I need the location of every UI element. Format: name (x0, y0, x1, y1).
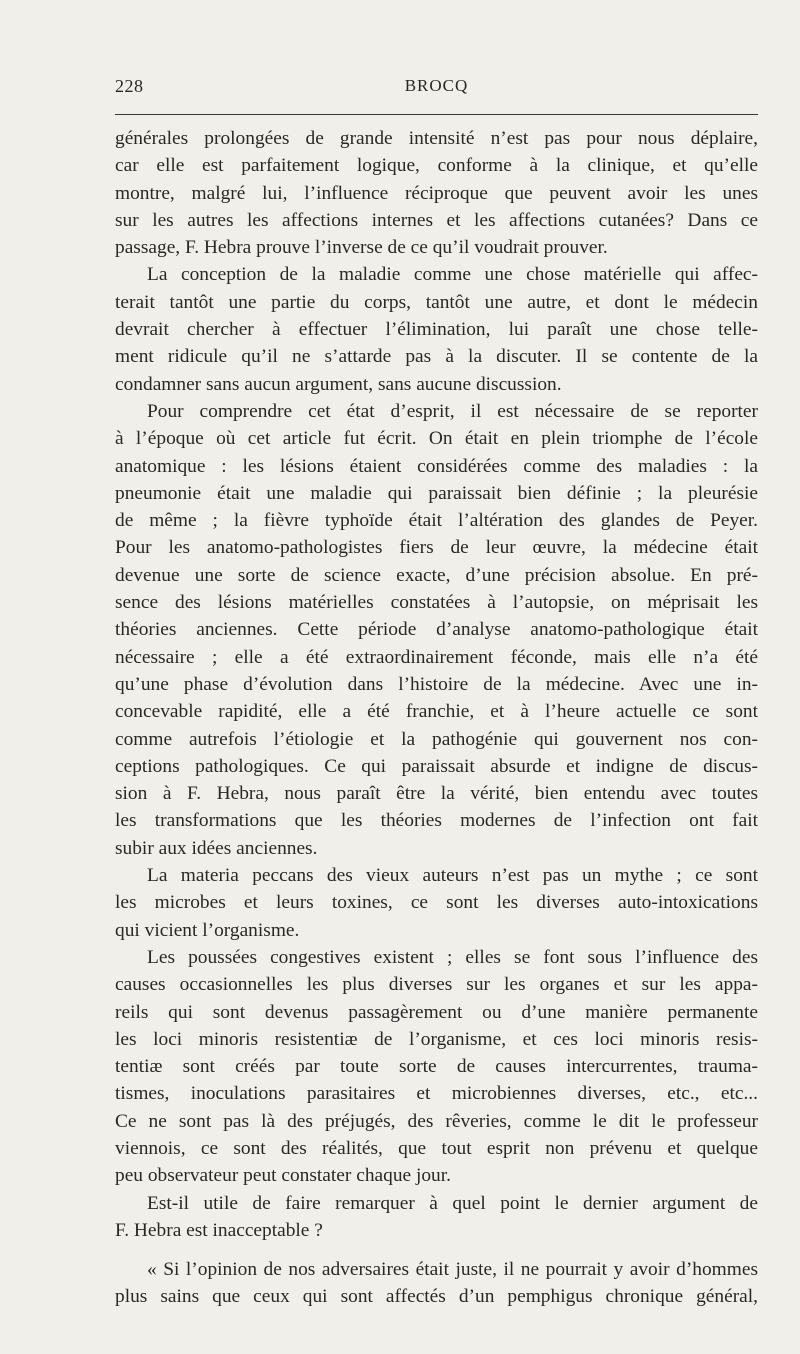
text-line: viennois, ce sont des réalités, que tout esprit non prévenu et quelque (115, 1137, 758, 1159)
text-line: Pour les anatomo-pathologistes fiers de leur œuvre, la médecine était (115, 537, 758, 559)
text-line: sur les autres les affections internes et les affections cutanées? Dans ce (115, 209, 758, 231)
text-line: peu observateur peut constater chaque jour. (115, 1165, 451, 1187)
text-line: subir aux idées anciennes. (115, 837, 318, 859)
text-line: comme autrefois l’étiologie et la pathogénie qui gouvernent nos con- (115, 728, 758, 750)
text-line: montre, malgré lui, l’influence réciproque que peuvent avoir les unes (115, 182, 758, 204)
text-line: La materia peccans des vieux auteurs n’est pas un mythe ; ce sont (147, 865, 758, 887)
text-line: condamner sans aucun argument, sans aucune discussion. (115, 373, 562, 395)
quote-line: plus sains que ceux qui sont affectés d’un pemphigus chronique général, (115, 1286, 758, 1308)
text-line: générales prolongées de grande intensité n’est pas pour nous déplaire, (115, 128, 758, 149)
text-line: qui vicient l’organisme. (115, 919, 300, 941)
text-line: car elle est parfaitement logique, conforme à la clinique, et qu’elle (115, 155, 758, 177)
text-line: ceptions pathologiques. Ce qui paraissait absurde et indigne de discus- (115, 755, 758, 777)
body-text (115, 125, 758, 1311)
text-line: tismes, inoculations parasitaires et microbiennes diverses, etc., etc... (115, 1083, 758, 1105)
text-line: terait tantôt une partie du corps, tantôt une autre, et dont le médecin (115, 291, 758, 313)
text-line: théories anciennes. Cette période d’analyse anatomo-pathologique était (115, 619, 758, 641)
text-line: Est-il utile de faire remarquer à quel point le dernier argument de (147, 1192, 758, 1214)
text-line: ment ridicule qu’il ne s’attarde pas à la discuter. Il se contente de la (115, 346, 758, 368)
text-line: devenue une sorte de science exacte, d’une précision absolue. En pré- (115, 564, 758, 586)
text-line: reils qui sont devenus passagèrement ou d’une manière permanente (115, 1001, 758, 1023)
text-line: La conception de la maladie comme une chose matérielle qui affec- (147, 264, 758, 286)
text-line: les loci minoris resistentiæ de l’organisme, et ces loci minoris resis- (115, 1028, 758, 1050)
text-line: qu’une phase d’évolution dans l’histoire de la médecine. Avec une in- (115, 673, 758, 695)
quote-line: « Si l’opinion de nos adversaires était juste, il ne pourrait y avoir d’hommes (147, 1259, 758, 1281)
text-line: nécessaire ; elle a été extraordinairement féconde, mais elle n’a été (115, 646, 758, 668)
text-line: pneumonie était une maladie qui paraissait bien définie ; la pleurésie (115, 482, 758, 504)
text-line: causes occasionnelles les plus diverses sur les organes et sur les appa- (115, 974, 758, 996)
text-line: tentiæ sont créés par toute sorte de causes intercurrentes, trauma- (115, 1056, 758, 1078)
text-line: Les poussées congestives existent ; elles se font sous l’influence des (147, 946, 758, 968)
text-line: les microbes et leurs toxines, ce sont les diverses auto-intoxications (115, 892, 758, 914)
page-number: 228 (115, 76, 144, 96)
text-line: passage, F. Hebra prouve l’inverse de ce qu’il voudrait prouver. (115, 237, 608, 259)
text-line: Pour comprendre cet état d’esprit, il est nécessaire de se reporter (147, 400, 758, 422)
text-line: anatomique : les lésions étaient considérées comme des maladies : la (115, 455, 758, 477)
header-rule (115, 114, 758, 115)
text-line: sence des lésions matérielles constatées à l’autopsie, on méprisait les (115, 592, 758, 614)
text-line: concevable rapidité, elle a été franchie, et à l’heure actuelle ce sont (115, 701, 758, 723)
running-head (115, 76, 758, 102)
paragraph-gap (115, 1244, 758, 1256)
text-line: Ce ne sont pas là des préjugés, des rêveries, comme le dit le professeur (115, 1110, 758, 1132)
text-line: F. Hebra est inacceptable ? (115, 1219, 323, 1241)
running-head-author: BROCQ (404, 76, 469, 95)
text-line: les transformations que les théories modernes de l’infection ont fait (115, 810, 758, 832)
text-line: devrait chercher à effectuer l’élimination, lui paraît une chose telle- (115, 319, 758, 341)
text-line: sion à F. Hebra, nous paraît être la vérité, bien entendu avec toutes (115, 783, 758, 805)
text-line: à l’époque où cet article fut écrit. On était en plein triomphe de l’école (115, 428, 758, 450)
text-line: de même ; la fièvre typhoïde était l’altération des glandes de Peyer. (115, 510, 758, 532)
